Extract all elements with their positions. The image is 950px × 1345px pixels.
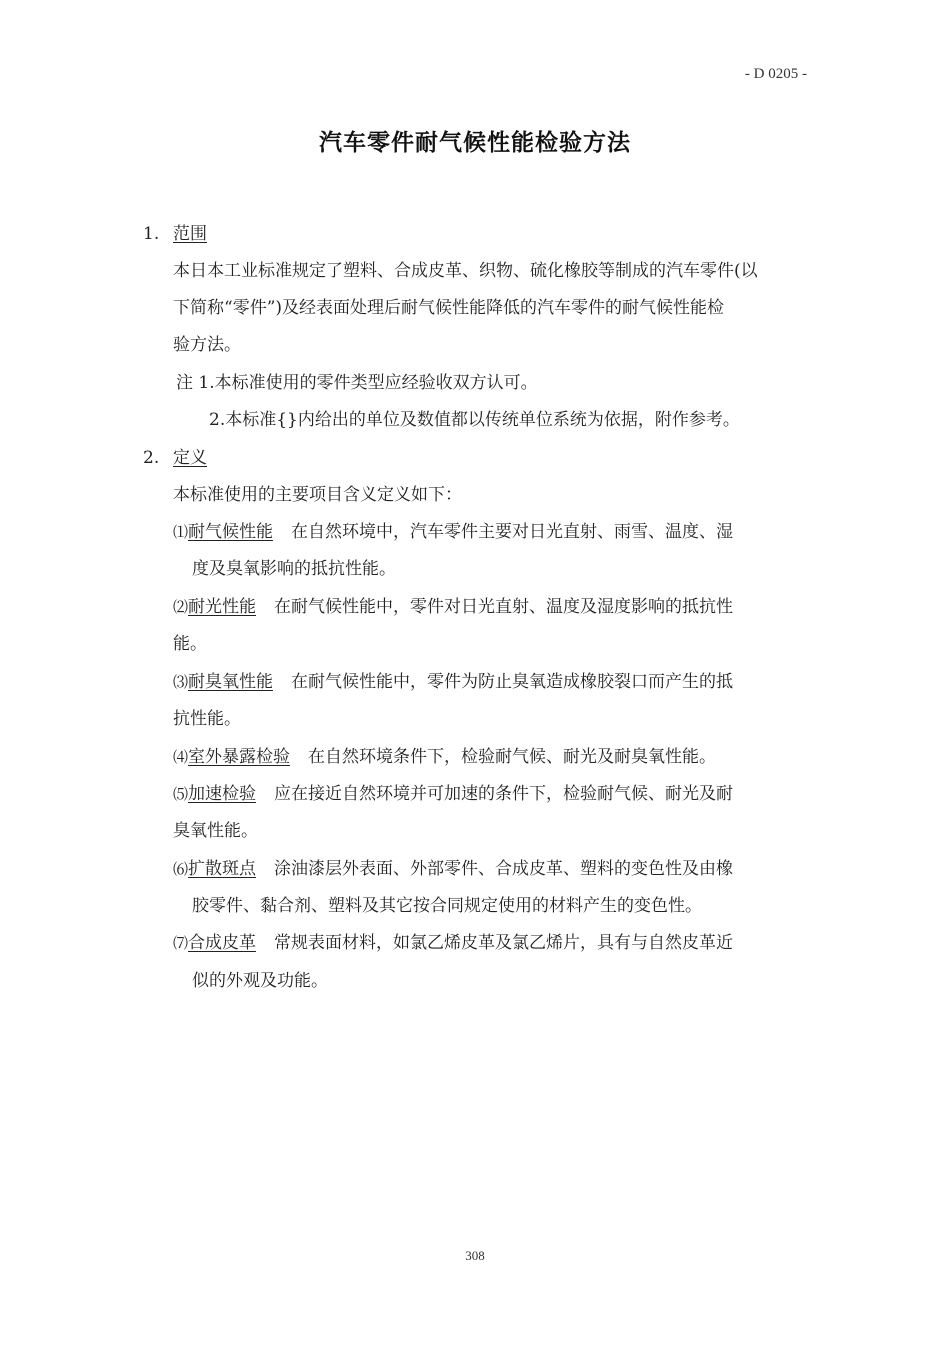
section-number: 2. <box>143 448 160 468</box>
term-definition: 常规表面材料，如氯乙烯皮革及氯乙烯片，具有与自然皮革近 <box>274 933 734 953</box>
term-name: 耐气候性能 <box>188 522 274 542</box>
document-title: 汽车零件耐气候性能检验方法 <box>319 130 631 156</box>
item-number: ⑴ <box>173 523 189 541</box>
section-number: 1. <box>143 224 160 244</box>
term-definition: 在耐气候性能中，零件对日光直射、温度及湿度影响的抵抗性 <box>274 597 734 617</box>
note-2: 2.本标准{}内给出的单位及数值都以传统单位系统为依据，附作参考。 <box>209 410 740 430</box>
section-2-heading <box>143 447 207 469</box>
section-1-heading <box>143 223 207 245</box>
note-1: 注 1.本标准使用的零件类型应经验收双方认可。 <box>176 373 538 393</box>
definition-item <box>173 746 716 768</box>
term-name: 室外暴露检验 <box>188 747 291 767</box>
item-number: ⑸ <box>173 785 189 803</box>
term-definition-cont: 抗性能。 <box>173 709 241 729</box>
definition-item <box>173 858 733 880</box>
definition-item <box>173 521 733 543</box>
term-definition: 在自然环境中，汽车零件主要对日光直射、雨雪、温度、湿 <box>291 522 734 542</box>
item-number: ⑺ <box>173 934 189 952</box>
term-name: 合成皮革 <box>188 933 257 953</box>
term-definition-cont: 能。 <box>173 634 207 654</box>
term-name: 耐光性能 <box>188 597 257 617</box>
term-name: 耐臭氧性能 <box>188 672 274 692</box>
term-name: 扩散斑点 <box>188 859 257 879</box>
item-number: ⑹ <box>173 860 189 878</box>
term-definition: 在自然环境条件下，检验耐气候、耐光及耐臭氧性能。 <box>308 747 717 767</box>
term-definition: 涂油漆层外表面、外部零件、合成皮革、塑料的变色性及由橡 <box>274 859 734 879</box>
paragraph-line: 下简称“零件”)及经表面处理后耐气候性能降低的汽车零件的耐气候性能检 <box>173 298 725 318</box>
definition-item <box>173 932 733 954</box>
page-number: 308 <box>465 1248 485 1263</box>
term-definition-cont: 似的外观及功能。 <box>192 971 328 991</box>
definition-item <box>173 596 733 618</box>
definition-item <box>173 671 733 693</box>
term-name: 加速检验 <box>188 784 257 804</box>
item-number: ⑶ <box>173 673 189 691</box>
definition-item <box>173 783 733 805</box>
item-number: ⑵ <box>173 598 189 616</box>
term-definition-cont: 胶零件、黏合剂、塑料及其它按合同规定使用的材料产生的变色性。 <box>192 896 702 916</box>
item-number: ⑷ <box>173 748 189 766</box>
term-definition: 在耐气候性能中，零件为防止臭氧造成橡胶裂口而产生的抵 <box>291 672 734 692</box>
term-definition-cont: 臭氧性能。 <box>173 821 258 841</box>
paragraph-line: 本日本工业标准规定了塑料、合成皮革、织物、硫化橡胶等制成的汽车零件(以 <box>173 261 758 281</box>
paragraph-line: 验方法。 <box>173 335 241 355</box>
document-code: - D 0205 - <box>744 66 807 82</box>
definitions-intro: 本标准使用的主要项目含义定义如下： <box>173 485 462 505</box>
term-definition-cont: 度及臭氧影响的抵抗性能。 <box>192 559 396 579</box>
term-definition: 应在接近自然环境并可加速的条件下，检验耐气候、耐光及耐 <box>274 784 734 804</box>
section-title: 范围 <box>173 224 207 244</box>
section-title: 定义 <box>173 448 207 468</box>
